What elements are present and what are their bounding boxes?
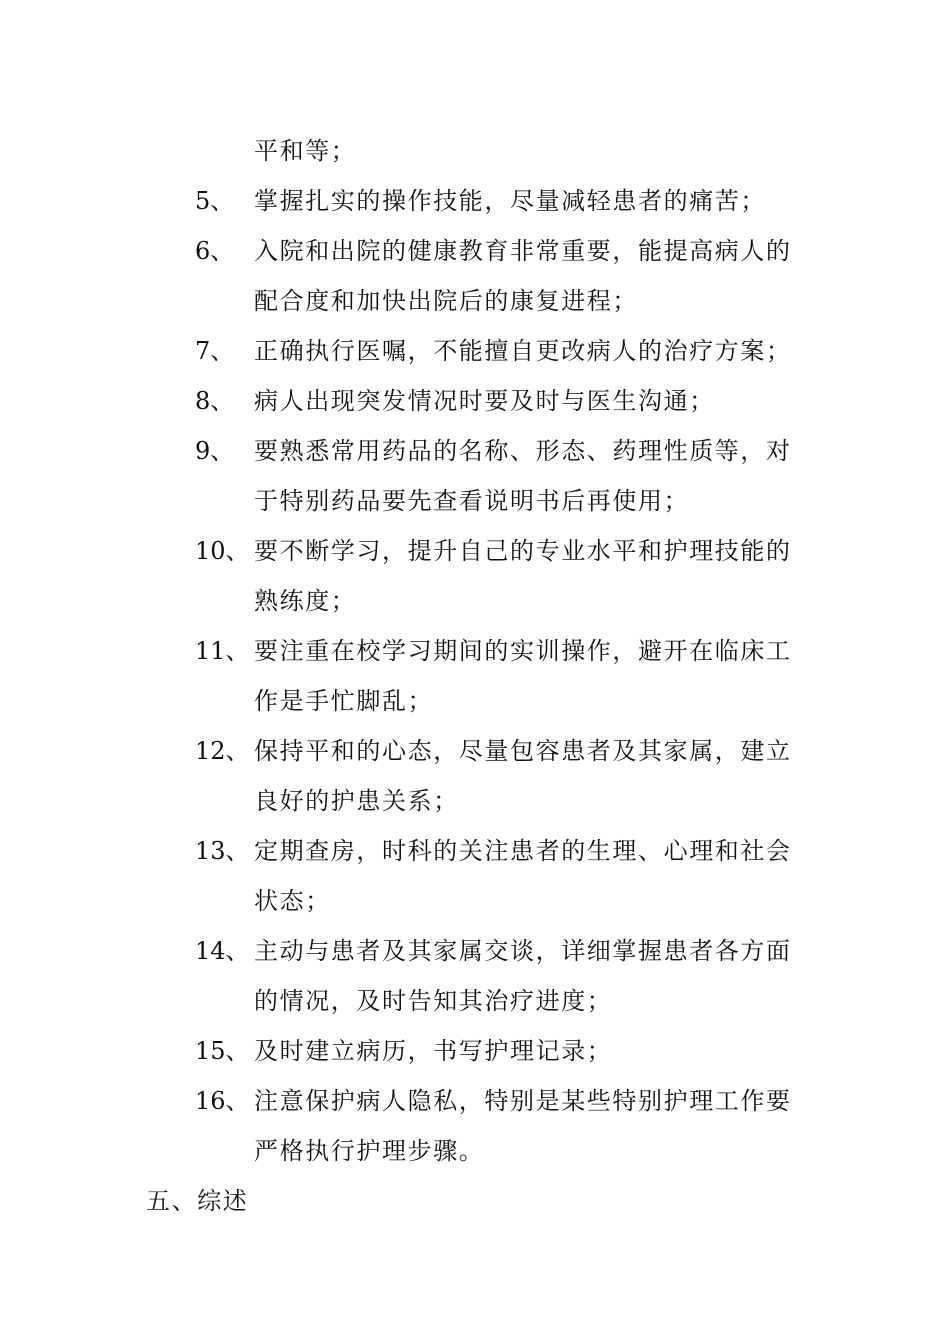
continuation-line: 平和等； (254, 137, 357, 165)
item-text: 及时建立病历，书写护理记录； (254, 1037, 613, 1065)
item-text: 掌握扎实的操作技能，尽量减轻患者的痛苦； (254, 187, 766, 215)
item-number: 6、 (195, 237, 235, 265)
item-text: 熟练度； (254, 587, 357, 615)
item-number: 7、 (195, 337, 235, 365)
item-number: 5、 (195, 187, 235, 215)
item-text: 的情况，及时告知其治疗进度； (254, 987, 613, 1015)
item-text: 定期查房，时科的关注患者的生理、心理和社会 (254, 837, 792, 865)
item-text: 病人出现突发情况时要及时与医生沟通； (254, 387, 715, 415)
item-text: 配合度和加快出院后的康复进程； (254, 287, 638, 315)
item-number: 9、 (195, 437, 235, 465)
item-text: 于特别药品要先查看说明书后再使用； (254, 487, 690, 515)
item-text: 严格执行护理步骤。 (254, 1137, 485, 1165)
item-number: 11、 (195, 637, 250, 665)
item-text: 作是手忙脚乱； (254, 687, 434, 715)
item-number: 14、 (195, 937, 250, 965)
item-text: 良好的护患关系； (254, 787, 459, 815)
item-number: 8、 (195, 387, 235, 415)
item-text: 入院和出院的健康教育非常重要，能提高病人的 (254, 237, 792, 265)
item-text: 注意保护病人隐私，特别是某些特别护理工作要 (254, 1087, 792, 1115)
item-number: 13、 (195, 837, 250, 865)
item-text: 正确执行医嘱，不能擅自更改病人的治疗方案； (254, 337, 792, 365)
item-number: 12、 (195, 737, 250, 765)
item-text: 要注重在校学习期间的实训操作，避开在临床工 (254, 637, 792, 665)
item-text: 状态； (254, 887, 331, 915)
item-text: 要不断学习，提升自己的专业水平和护理技能的 (254, 537, 792, 565)
item-number: 16、 (195, 1087, 250, 1115)
section-heading: 五、综述 (146, 1187, 249, 1215)
item-number: 15、 (195, 1037, 250, 1065)
item-number: 10、 (195, 537, 250, 565)
item-text: 要熟悉常用药品的名称、形态、药理性质等，对 (254, 437, 792, 465)
item-text: 保持平和的心态，尽量包容患者及其家属，建立 (254, 737, 792, 765)
item-text: 主动与患者及其家属交谈，详细掌握患者各方面 (254, 937, 792, 965)
